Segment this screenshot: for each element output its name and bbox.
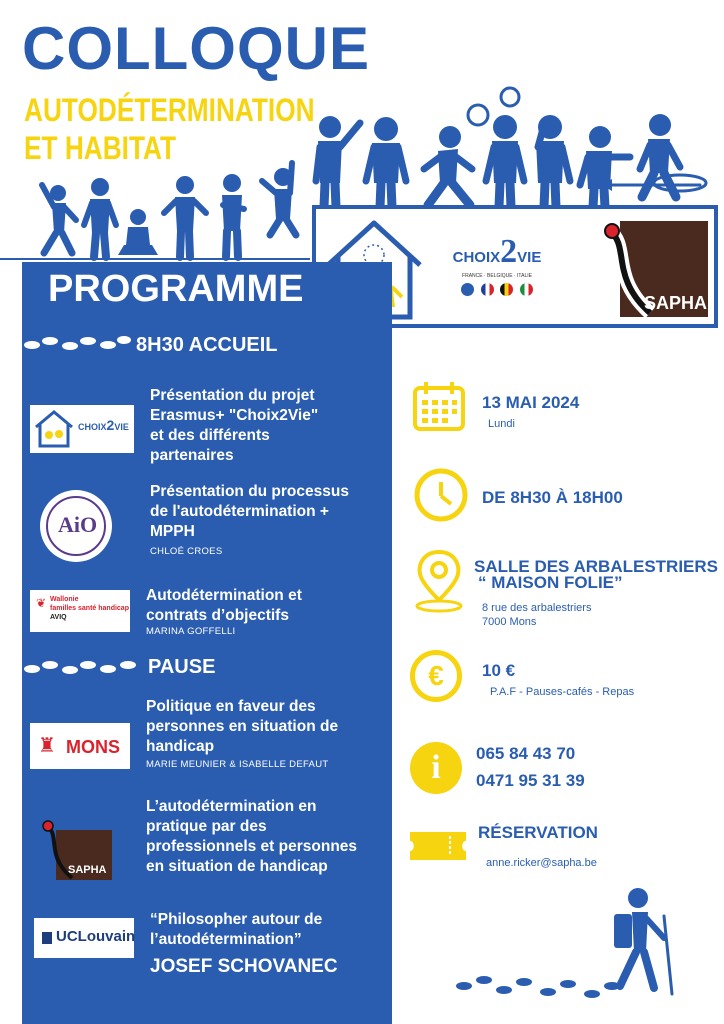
price-note: P.A.F - Pauses-cafés - Repas: [490, 686, 635, 698]
phone-number-2[interactable]: 0471 95 31 39: [476, 771, 585, 790]
house-small-icon: [34, 409, 74, 449]
choix2vie-small-num: 2: [106, 417, 115, 433]
choix2vie-logo: [442, 233, 552, 301]
programme-item-3: [146, 586, 302, 637]
poster-title: COLLOQUE: [22, 15, 370, 82]
programme-heading: PROGRAMME: [48, 268, 304, 310]
address-line1: 8 rue des arbalestriers: [482, 602, 592, 614]
item-3-title-line2: contrats d’objectifs: [146, 607, 289, 624]
euro-icon: €: [410, 650, 462, 702]
mons-logo-text: MONS: [66, 737, 120, 757]
aviq-logo: [30, 590, 130, 632]
accueil-label: 8H30 ACCUEIL: [136, 334, 278, 356]
item-2-speaker: CHLOÉ CROES: [150, 546, 223, 557]
clock-icon: [412, 466, 470, 524]
figure-6-jumping: [262, 163, 296, 235]
item-4-speaker: MARIE MEUNIER & ISABELLE DEFAUT: [146, 759, 329, 770]
flags-row: [442, 283, 552, 301]
figure-3-sitting: [118, 209, 158, 255]
item-3-title-line1: Autodétermination et: [146, 587, 302, 604]
event-date: 13 MAI 2024: [482, 393, 580, 412]
poster-subtitle-line1: AUTODÉTERMINATION: [24, 92, 315, 128]
aio-logo-text: AiO: [58, 512, 98, 537]
figure-10: [486, 115, 524, 207]
italy-flag-icon: [520, 283, 533, 296]
info-icon: i: [410, 742, 462, 794]
venue-line2: “ MAISON FOLIE”: [478, 573, 623, 592]
choix2vie-vie: VIE: [517, 249, 542, 266]
aviq-line2: familles santé handicap: [50, 605, 129, 612]
figure-7: [316, 116, 360, 207]
choix2vie-small-text: [78, 417, 129, 433]
sapha-small-logo: [38, 820, 114, 882]
belgium-flag-icon: [500, 283, 513, 296]
figure-2: [84, 178, 116, 257]
uclouvain-logo: [34, 918, 134, 958]
figure-5: [222, 174, 244, 257]
choix2vie-countries: FRANCE · BELGIQUE · ITALIE: [462, 273, 532, 279]
event-time: DE 8H30 À 18H00: [482, 488, 623, 507]
mons-logo: [30, 723, 130, 769]
address-line2: 7000 Mons: [482, 616, 537, 628]
uclouvain-text: UCLouvain: [56, 928, 136, 945]
item-4-title-line2: personnes en situation de: [146, 718, 339, 735]
item-2-title-line1: Présentation du processus: [150, 483, 349, 500]
programme-item-4: [146, 697, 338, 770]
item-1-title-line2: Erasmus+ "Choix2Vie": [150, 407, 319, 424]
phone-number-1[interactable]: 065 84 43 70: [476, 744, 576, 763]
hiker-icon: [450, 886, 690, 1016]
programme-item-6: [150, 910, 338, 978]
poster-subtitle-line2: ET HABITAT: [24, 130, 177, 166]
item-4-title-line1: Politique en faveur des: [146, 698, 316, 715]
venue-line1: SALLE DES ARBALESTRIERS: [474, 557, 719, 576]
item-4-title-line3: handicap: [146, 738, 215, 755]
event-day: Lundi: [488, 418, 515, 430]
sapha-small-text: SAPHA: [68, 864, 107, 876]
choix2vie-small-choix: CHOIX: [78, 422, 107, 432]
pause-label: PAUSE: [148, 656, 216, 678]
item-6-speaker: JOSEF SCHOVANEC: [150, 956, 338, 977]
figure-12: [580, 126, 630, 207]
reservation-email[interactable]: anne.ricker@sapha.be: [486, 857, 597, 869]
uclouvain-square-icon: [42, 932, 52, 944]
sapha-logo-text: SAPHA: [644, 293, 708, 313]
event-price: 10 €: [482, 661, 516, 680]
footprints-icon: [22, 656, 140, 678]
item-5-title-line2: pratique par des: [146, 818, 267, 835]
item-5-title-line4: en situation de handicap: [146, 858, 328, 875]
aviq-line3: AVIQ: [50, 614, 67, 621]
location-pin-icon: [410, 548, 468, 614]
figure-4: [164, 176, 206, 257]
programme-item-2: [150, 482, 349, 557]
aviq-rooster-icon: ❦: [36, 596, 47, 610]
figure-9-running: [424, 126, 472, 205]
choix2vie-small-vie: VIE: [114, 422, 129, 432]
reservation-label: RÉSERVATION: [478, 823, 598, 842]
choix2vie-number: 2: [500, 233, 518, 270]
item-2-title-line2: de l'autodétermination +: [150, 503, 329, 520]
figure-1: [42, 185, 76, 253]
eu-flag-icon: [461, 283, 474, 296]
choix2vie-small-logo: [30, 405, 134, 453]
item-6-title-line2: l’autodétermination”: [150, 931, 302, 948]
choix2vie-text: CHOIX: [452, 249, 501, 266]
sapha-logo: [600, 217, 710, 321]
ticket-icon: [406, 826, 470, 866]
item-3-speaker: MARINA GOFFELLI: [146, 626, 236, 637]
item-1-title-line4: partenaires: [150, 447, 234, 464]
figure-8: [366, 117, 406, 207]
footprints-trail: [456, 976, 620, 998]
figure-11: [536, 115, 570, 207]
item-5-title-line1: L’autodétermination en: [146, 798, 317, 815]
footprints-icon: [22, 332, 132, 354]
programme-item-1: [150, 386, 318, 466]
item-5-title-line3: professionnels et personnes: [146, 838, 358, 855]
calendar-icon: [412, 380, 466, 432]
france-flag-icon: [481, 283, 494, 296]
item-2-title-line3: MPPH: [150, 523, 195, 540]
item-1-title-line3: et des différents: [150, 427, 270, 444]
aio-logo: [40, 490, 112, 562]
item-6-title-line1: “Philosopher autour de: [150, 911, 323, 928]
item-1-title-line1: Présentation du projet: [150, 387, 315, 404]
aviq-line1: Wallonie: [50, 596, 79, 603]
programme-item-5: [146, 797, 357, 877]
mons-castle-icon: ♜: [38, 735, 56, 757]
